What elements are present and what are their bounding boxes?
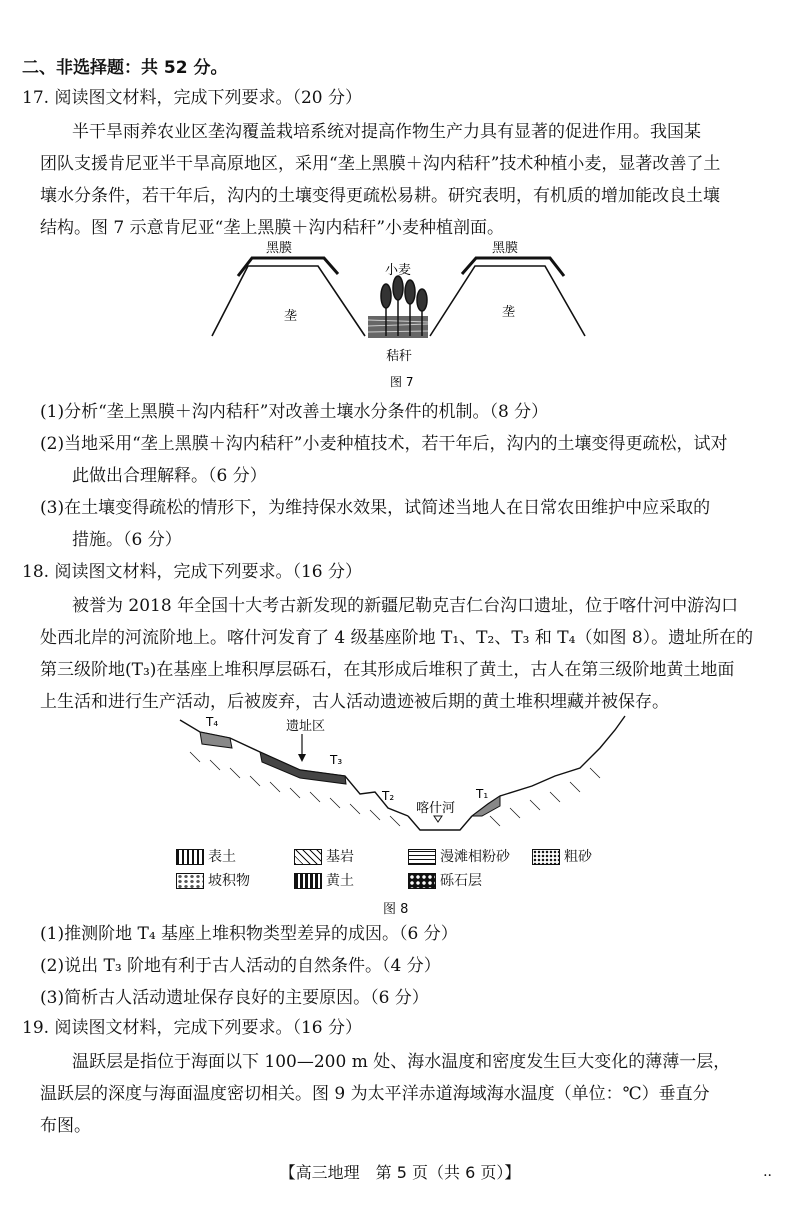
q18-question-1: (1)推测阶地 T₄ 基座上堆积物类型差异的成因。（6 分） <box>40 924 458 944</box>
bedrock-swatch <box>294 849 322 865</box>
label-site: 遗址区 <box>286 719 326 734</box>
q17-question-1: (1)分析“垄上黑膜＋沟内秸秆”对改善土壤水分条件的机制。（8 分） <box>40 402 549 422</box>
label-ridge-right: 垄 <box>502 305 516 320</box>
legend-label-colluvium: 坡积物 <box>208 873 250 889</box>
bedrock-hatch-right <box>490 768 600 826</box>
legend-label-gravel: 砾石层 <box>440 873 482 889</box>
loess-swatch <box>294 873 322 889</box>
figure-7-ridge-furrow-diagram <box>200 236 600 396</box>
figure-8-terrace-profile <box>170 712 630 842</box>
t4-deposit <box>200 732 232 748</box>
q17-para-line-1: 半干旱雨养农业区垄沟覆盖栽培系统对提高作物生产力具有显著的促进作用。我国某 <box>72 122 701 142</box>
label-wheat: 小麦 <box>385 263 412 278</box>
label-film-left: 黑膜 <box>266 241 293 256</box>
legend-item-bedrock <box>294 848 354 866</box>
legend-item-colluvium <box>176 872 250 890</box>
section-title: 二、非选择题：共 52 分。 <box>22 58 228 78</box>
label-straw: 秸秆 <box>386 349 413 364</box>
silt-swatch <box>408 849 436 865</box>
q19-para-line-2: 温跃层的深度与海面温度密切相关。图 9 为太平洋赤道海域海水温度（单位：℃）垂直分 <box>40 1084 710 1104</box>
q17-question-3: (3)在土壤变得疏松的情形下，为维持保水效果，试简述当地人在日常农田维护中应采取的 <box>40 498 711 518</box>
topsoil-swatch <box>176 849 204 865</box>
legend-item-floodplain-silt <box>408 848 510 866</box>
coarse-sand-swatch <box>532 849 560 865</box>
q18-para-line-4: 上生活和进行生产活动，后被废弃，古人活动遗迹被后期的黄土堆积埋藏并被保存。 <box>40 692 669 712</box>
label-t4: T₄ <box>206 715 219 729</box>
q18-para-line-3: 第三级阶地(T₃)在基座上堆积厚层砾石，在其形成后堆积了黄土，古人在第三级阶地黄土地面 <box>40 660 735 680</box>
label-river: 喀什河 <box>416 801 456 816</box>
q18-para-line-1: 被誉为 2018 年全国十大考古新发现的新疆尼勒克吉仁台沟口遗址，位于喀什河中游沟口 <box>72 596 739 616</box>
q17-para-line-3: 壤水分条件，若干年后，沟内的土壤变得更疏松易耕。研究表明，有机质的增加能改良土壤 <box>40 186 720 206</box>
label-t2: T₂ <box>382 789 395 803</box>
q17-question-3-cont: 措施。（6 分） <box>72 530 182 550</box>
legend-label-coarse-sand: 粗砂 <box>564 849 592 865</box>
legend-label-silt: 漫滩相粉砂 <box>440 849 510 865</box>
water-level-icon <box>434 816 442 822</box>
label-t3: T₃ <box>330 753 343 767</box>
q19-heading: 19. 阅读图文材料，完成下列要求。（16 分） <box>22 1018 362 1038</box>
q18-question-2: (2)说出 T₃ 阶地有利于古人活动的自然条件。（4 分） <box>40 956 441 976</box>
q19-para-line-1: 温跃层是指位于海面以下 100—200 m 处、海水温度和密度发生巨大变化的薄薄一层， <box>72 1052 731 1072</box>
legend-item-loess <box>294 872 354 890</box>
label-film-right: 黑膜 <box>492 241 519 256</box>
legend-item-gravel <box>408 872 482 890</box>
legend-label-loess: 黄土 <box>326 873 354 889</box>
q17-question-2: (2)当地采用“垄上黑膜＋沟内秸秆”小麦种植技术，若干年后，沟内的土壤变得更疏松，试对 <box>40 434 728 454</box>
gravel-swatch <box>408 873 436 889</box>
q18-para-line-2: 处西北岸的河流阶地上。喀什河发育了 4 级基座阶地 T₁、T₂、T₃ 和 T₄（如图 8）。遗址所在的 <box>40 628 754 648</box>
q17-question-2-cont: 此做出合理解释。（6 分） <box>72 466 267 486</box>
left-ridge-outline <box>212 266 365 336</box>
figure-8-caption: 图 8 <box>383 902 409 917</box>
q17-para-line-4: 结构。图 7 示意肯尼亚“垄上黑膜＋沟内秸秆”小麦种植剖面。 <box>40 218 505 238</box>
footer-mark: ·· <box>763 1168 772 1184</box>
q17-heading: 17. 阅读图文材料，完成下列要求。（20 分） <box>22 88 362 108</box>
figure-7-caption: 图 7 <box>390 375 414 389</box>
page-footer: 【高三地理 第 5 页（共 6 页）】 <box>279 1163 521 1182</box>
legend-item-topsoil <box>176 848 236 866</box>
q18-heading: 18. 阅读图文材料，完成下列要求。（16 分） <box>22 562 362 582</box>
bedrock-hatch-left <box>190 752 400 826</box>
label-t1: T₁ <box>476 787 489 801</box>
legend-label-bedrock: 基岩 <box>326 849 354 865</box>
right-ridge-outline <box>430 266 585 336</box>
legend-item-coarse-sand <box>532 848 592 866</box>
colluvium-swatch <box>176 873 204 889</box>
q18-question-3: (3)简析古人活动遗址保存良好的主要原因。（6 分） <box>40 988 429 1008</box>
label-ridge-left: 垄 <box>284 309 298 324</box>
q17-para-line-2: 团队支援肯尼亚半干旱高原地区，采用“垄上黑膜＋沟内秸秆”技术种植小麦，显著改善了土 <box>40 154 721 174</box>
site-arrow-head <box>298 754 306 762</box>
q19-para-line-3: 布图。 <box>40 1116 91 1136</box>
figure-8-legend <box>176 848 616 892</box>
legend-label-topsoil: 表土 <box>208 849 236 865</box>
